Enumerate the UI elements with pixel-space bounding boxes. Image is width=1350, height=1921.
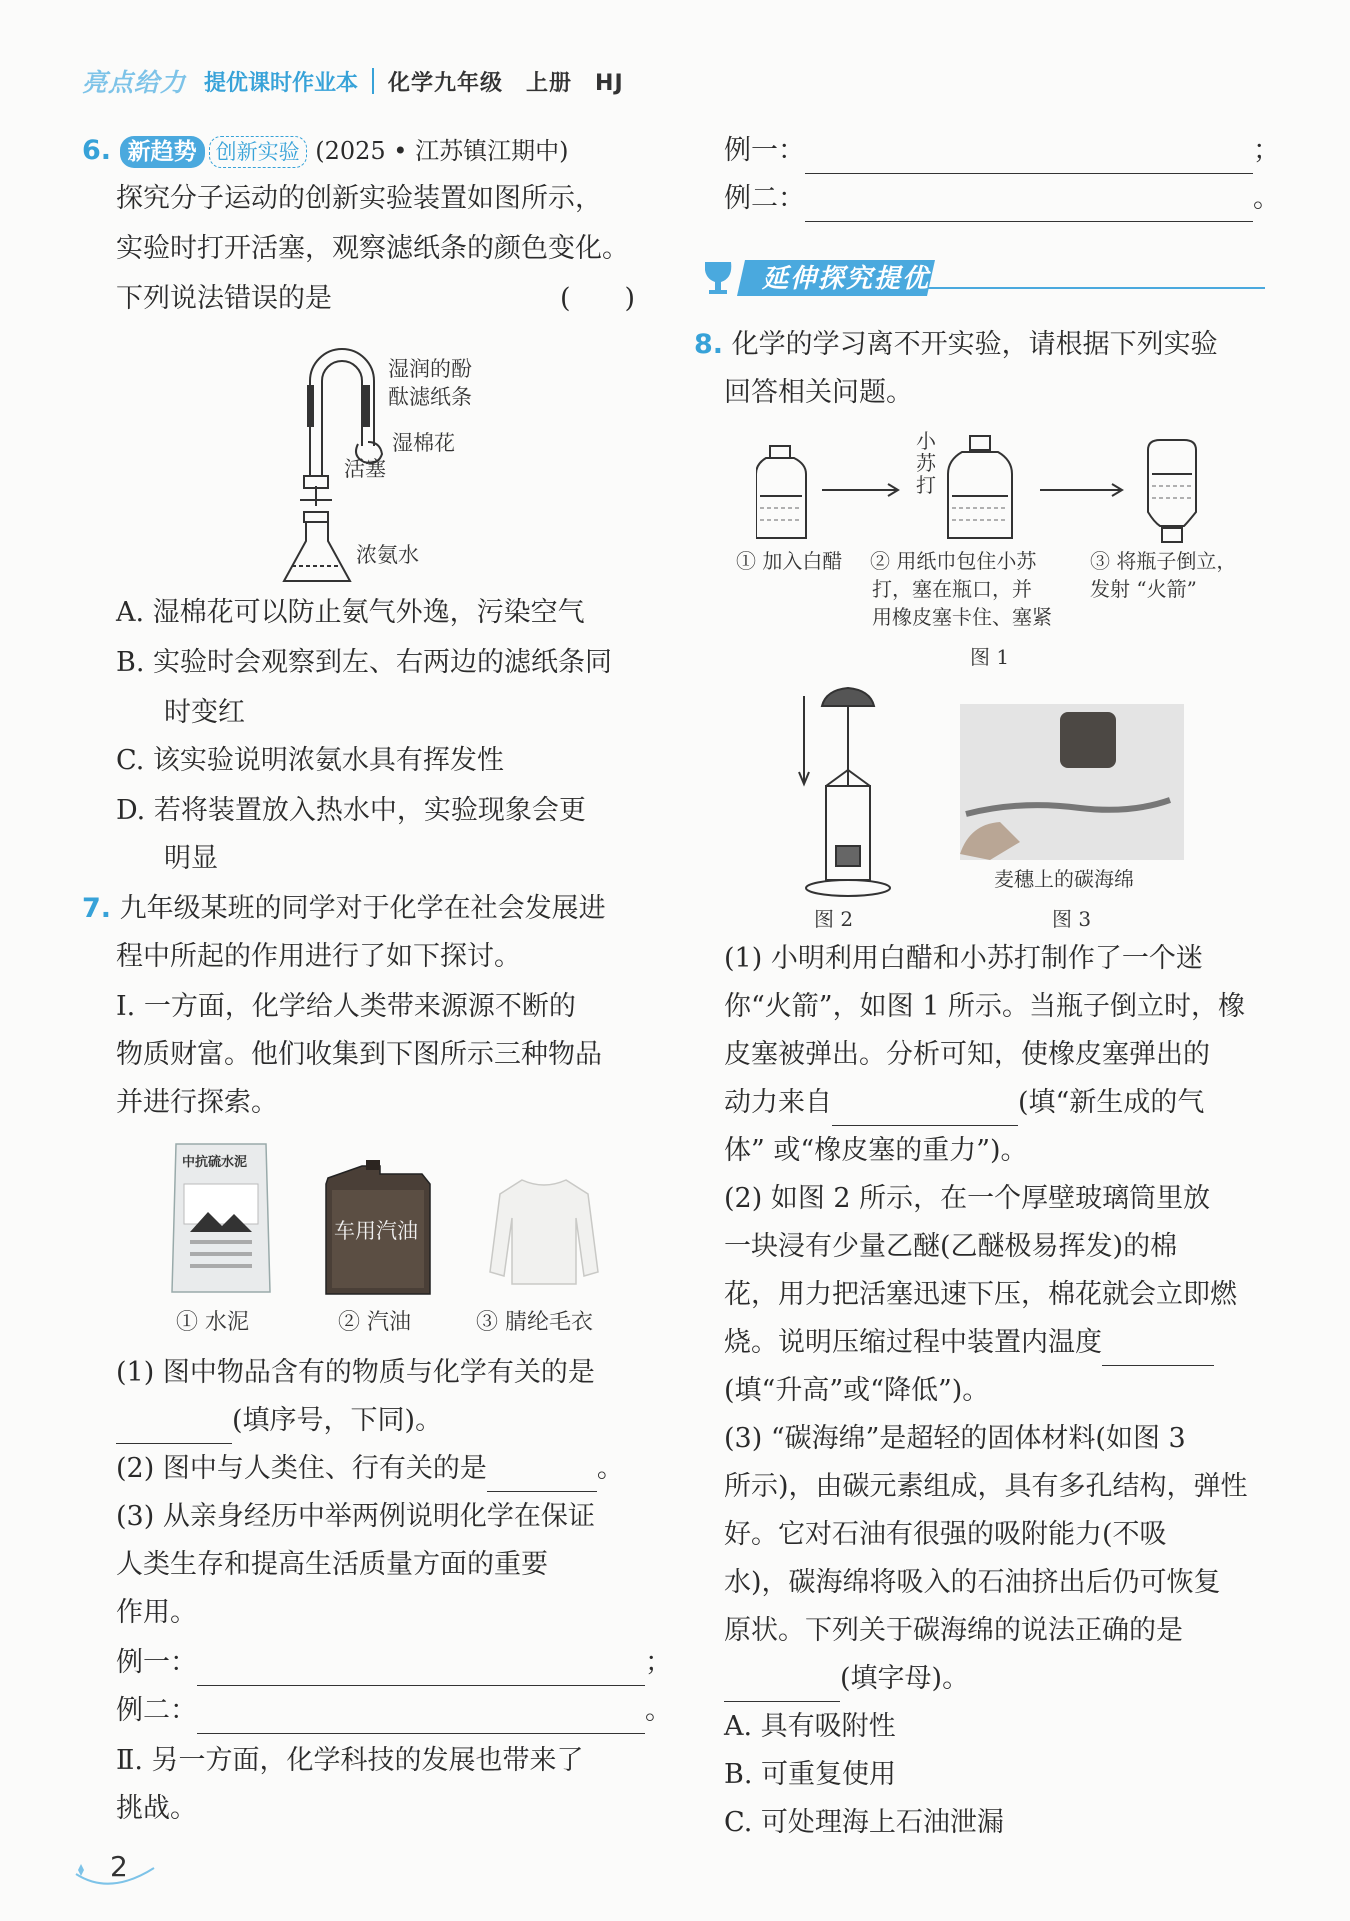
q7-line-2: 程中所起的作用进行了如下探讨。: [116, 941, 521, 972]
q7-sub1-blank[interactable]: [116, 1409, 232, 1444]
sweater-image: [488, 1172, 600, 1292]
q8-p1-line-3: 皮塞被弹出。分析可知，使橡皮塞弹出的: [724, 1039, 1210, 1070]
label-ammonia: 浓氨水: [356, 543, 419, 567]
q7-sub1-line: (1) 图中物品含有的物质与化学有关的是: [116, 1357, 595, 1388]
q8-p3-line-2: 所示)，由碳元素组成，具有多孔结构，弹性: [724, 1471, 1248, 1502]
experiment-tag: 创新实验: [209, 136, 307, 168]
q7-example-1: [116, 1640, 672, 1686]
q7-sub2-blank[interactable]: [487, 1457, 597, 1492]
q8-p1-line-2: 你“火箭”，如图 1 所示。当瓶子倒立时，橡: [724, 991, 1245, 1022]
fig1-soda-label-1: 小: [916, 429, 936, 453]
example-2b-end: 。: [1253, 183, 1280, 214]
q8-p3-line-1: (3) “碳海绵”是超轻的固体材料(如图 3: [724, 1423, 1186, 1454]
example-2-end: 。: [645, 1695, 672, 1726]
example-2-blank[interactable]: [197, 1699, 645, 1734]
header-divider: [372, 68, 374, 94]
q8-p1-line-5: 体” 或“橡皮塞的重力”)。: [724, 1135, 1028, 1166]
q8-p3-suffix: (填字母)。: [840, 1663, 970, 1694]
label-stopcock: 活塞: [344, 457, 386, 481]
example-1-label: 例一：: [116, 1647, 197, 1678]
q8-p2-line-5: (填“升高”或“降低”)。: [724, 1375, 990, 1406]
q6-source: (2025 • 江苏镇江期中): [315, 137, 569, 165]
example-1-end: ；: [645, 1647, 672, 1678]
q8-p3-line-5: 原状。下列关于碳海绵的说法正确的是: [724, 1615, 1183, 1646]
q7-part2-line-1: Ⅱ. 另一方面，化学科技的发展也带来了: [116, 1745, 584, 1776]
q8-line-2: 回答相关问题。: [724, 377, 913, 408]
fig1-step-2a: ② 用纸巾包住小苏: [870, 549, 1037, 573]
q8-p2-line-4: [724, 1320, 1214, 1366]
book-subtitle: 提优课时作业本: [204, 70, 359, 96]
example-2b-label: 例二：: [724, 183, 805, 214]
q7-sub1-answer-line: [116, 1398, 442, 1444]
example-2-label: 例二：: [116, 1695, 197, 1726]
q7-part2-line-2: 挑战。: [116, 1793, 197, 1824]
q7-sub2-line: [116, 1446, 624, 1492]
q7-line-3: Ⅰ. 一方面，化学给人类带来源源不断的: [116, 991, 576, 1022]
fig3-caption: 图 3: [1052, 907, 1092, 931]
q6-heading: [82, 128, 568, 174]
q6-line-1: 探究分子运动的创新实验装置如图所示，: [116, 183, 602, 214]
example-1b-label: 例一：: [724, 135, 805, 166]
fig1-step-2b: 打，塞在瓶口，并: [872, 577, 1032, 601]
q7-number: 7.: [82, 893, 112, 924]
q8-p2-line-2: 一块浸有少量乙醚(乙醚极易挥发)的棉: [724, 1231, 1178, 1262]
example-2b-blank[interactable]: [805, 187, 1253, 222]
q7-line-5: 并进行探索。: [116, 1087, 278, 1118]
figure-1-rocket-steps: [756, 430, 1256, 550]
page-header: [82, 60, 624, 102]
q7-sub3-line-1: (3) 从亲身经历中举两例说明化学在保证: [116, 1501, 595, 1532]
q8-p1-line-1: (1) 小明利用白醋和小苏打制作了一个迷: [724, 943, 1203, 974]
q6-option-d: D. 若将装置放入热水中，实验现象会更: [116, 795, 586, 826]
q8-p3-line-4: 水)，碳海绵将吸入的石油挤出后仍可恢复: [724, 1567, 1221, 1598]
q8-p2-blank[interactable]: [1102, 1331, 1214, 1366]
trend-tag: 新趋势: [120, 136, 205, 168]
q6-line-2: 实验时打开活塞，观察滤纸条的颜色变化。: [116, 233, 629, 264]
q6-number: 6.: [82, 135, 112, 166]
fig2-caption: 图 2: [814, 907, 854, 931]
q6-line-3: 下列说法错误的是: [116, 283, 332, 314]
figure-3-carbon-sponge-photo: [960, 704, 1184, 860]
q7-example-1b: [724, 128, 1280, 174]
q6-option-b-cont: 时变红: [164, 697, 245, 728]
fig1-caption: 图 1: [970, 645, 1010, 669]
q7-example-2b: [724, 176, 1280, 222]
q8-option-a: A. 具有吸附性: [724, 1711, 896, 1742]
q8-option-b: B. 可重复使用: [724, 1759, 897, 1790]
q7-text-1: 九年级某班的同学对于化学在社会发展进: [119, 893, 606, 924]
item-gasoline: ② 汽油: [338, 1310, 411, 1335]
page-number: 2: [110, 1850, 128, 1883]
figure-2-fire-syringe: [796, 686, 896, 900]
course-title: 化学九年级 上册 HJ: [388, 70, 624, 96]
label-wet-cotton: 湿棉花: [392, 431, 455, 455]
q8-line-1: [694, 322, 1218, 368]
q8-p2-line-1: (2) 如图 2 所示，在一个厚壁玻璃筒里放: [724, 1183, 1211, 1214]
fig1-step-3a: ③ 将瓶子倒立，: [1090, 549, 1237, 573]
gasoline-can-label: 车用汽油: [334, 1219, 418, 1243]
fig1-soda-label-3: 打: [916, 473, 936, 497]
q8-option-c: C. 可处理海上石油泄漏: [724, 1807, 1004, 1838]
q6-option-a: A. 湿棉花可以防止氨气外逸，污染空气: [116, 597, 585, 628]
q8-p2-line-3: 花，用力把活塞迅速下压，棉花就会立即燃: [724, 1279, 1237, 1310]
label-filter-paper-2: 酞滤纸条: [388, 385, 472, 409]
fig1-step-1: ① 加入白醋: [736, 549, 843, 573]
q7-line-4: 物质财富。他们收集到下图所示三种物品: [116, 1039, 602, 1070]
example-1-blank[interactable]: [197, 1651, 645, 1686]
label-filter-paper-1: 湿润的酚: [388, 357, 472, 381]
cement-bag-label: 中抗硫水泥: [182, 1155, 248, 1170]
fig1-step-2c: 用橡皮塞卡住、塞紧: [872, 605, 1052, 629]
q8-p1-prefix: 动力来自: [724, 1087, 832, 1118]
q8-p3-blank[interactable]: [724, 1667, 840, 1702]
q7-sub2-text: (2) 图中与人类住、行有关的是: [116, 1453, 487, 1484]
section-title: 延伸探究提优: [762, 264, 931, 294]
example-1b-blank[interactable]: [805, 139, 1253, 174]
q7-sub3-line-2: 人类生存和提高生活质量方面的重要: [116, 1549, 548, 1580]
q8-p3-line-6: [724, 1656, 969, 1702]
item-sweater: ③ 腈纶毛衣: [476, 1310, 593, 1335]
q7-sub2-end: 。: [596, 1453, 624, 1484]
q8-text-1: 化学的学习离不开实验，请根据下列实验: [731, 329, 1218, 360]
q8-p1-line-4: [724, 1080, 1204, 1126]
q7-sub1-suffix: (填序号，下同)。: [232, 1405, 443, 1436]
q7-line-1: [82, 886, 606, 932]
example-1b-end: ；: [1253, 135, 1280, 166]
fig1-step-3b: 发射 “火箭”: [1090, 577, 1197, 601]
q8-p3-line-3: 好。它对石油有很强的吸附能力(不吸: [724, 1519, 1167, 1550]
fig1-soda-label-2: 苏: [916, 451, 936, 475]
q8-p1-blank[interactable]: [832, 1091, 1018, 1126]
q8-number: 8.: [694, 329, 724, 360]
q6-answer-paren: ( ): [560, 283, 636, 314]
q8-p1-suffix: (填“新生成的气: [1018, 1087, 1205, 1118]
q7-sub3-line-3: 作用。: [116, 1597, 197, 1628]
q6-option-d-cont: 明显: [164, 843, 218, 874]
trophy-icon: [705, 262, 731, 294]
q7-example-2: [116, 1688, 672, 1734]
q6-option-b: B. 实验时会观察到左、右两边的滤纸条同: [116, 647, 613, 678]
q8-p2-prefix: 烧。说明压缩过程中装置内温度: [724, 1327, 1102, 1358]
item-cement: ① 水泥: [176, 1310, 249, 1335]
brand-logo: 亮点给力: [82, 68, 187, 97]
q6-option-c: C. 该实验说明浓氨水具有挥发性: [116, 745, 504, 776]
fig3-photo-caption: 麦穗上的碳海绵: [994, 867, 1134, 891]
